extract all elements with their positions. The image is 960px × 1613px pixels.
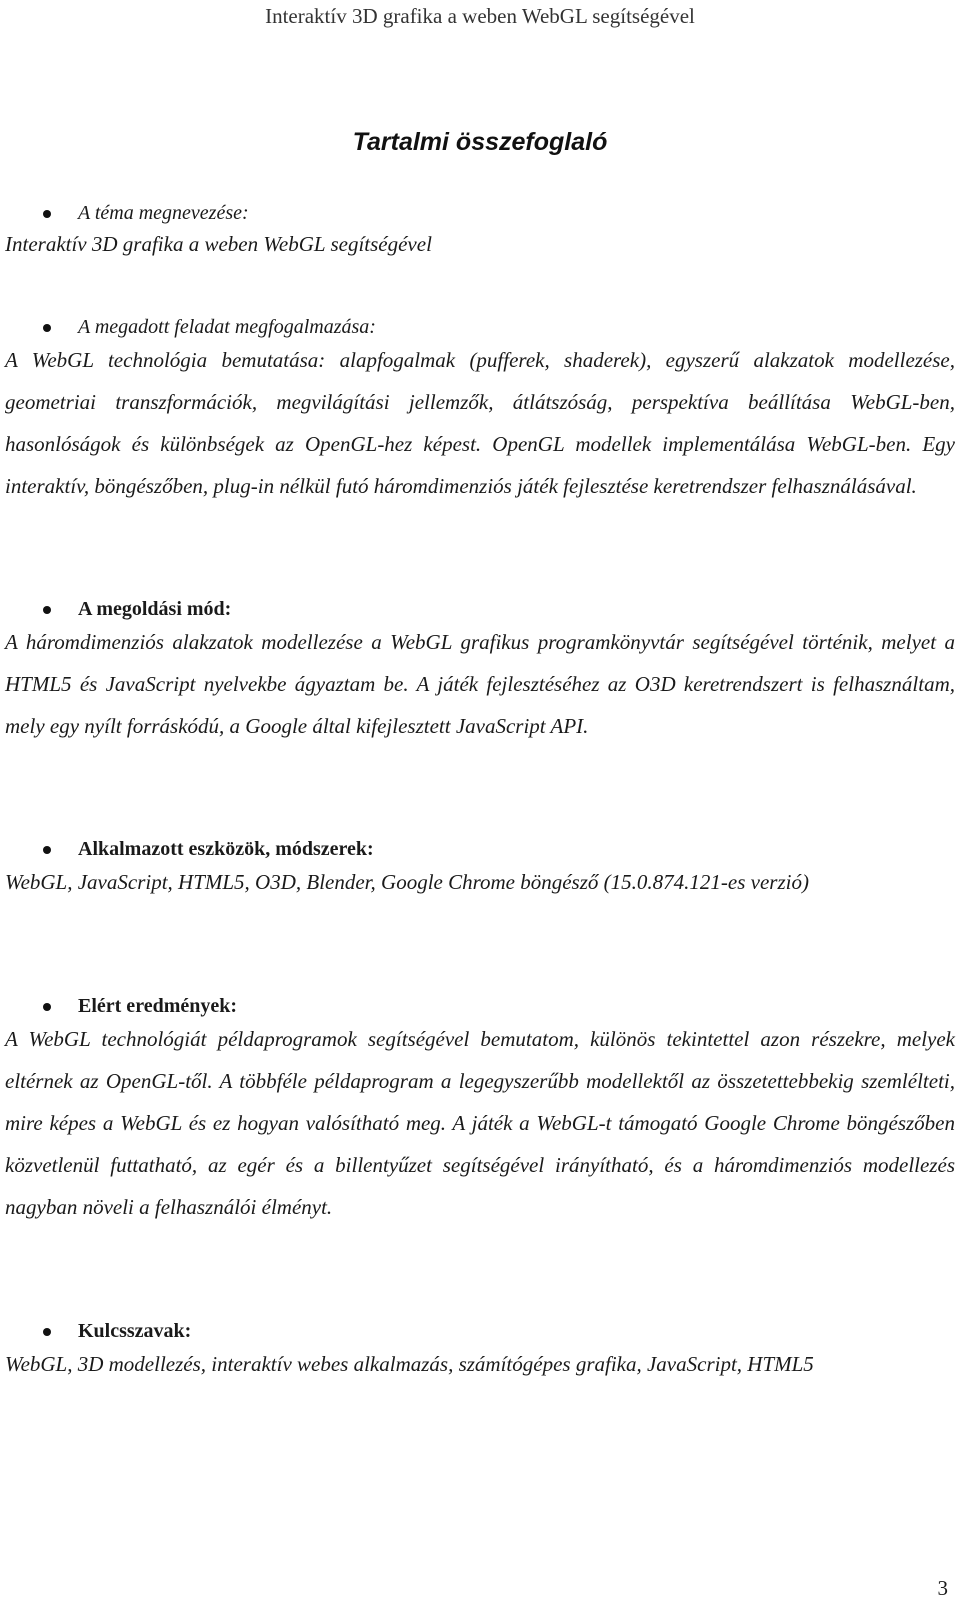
bullet-icon (43, 1003, 51, 1011)
bullet-icon (43, 1328, 51, 1336)
section-body: WebGL, JavaScript, HTML5, O3D, Blender, Google Chrome böngésző (15.0.874.121-es verzió) (5, 870, 809, 894)
bullet-icon (43, 210, 51, 218)
bullet-icon (43, 846, 51, 854)
section-results (5, 991, 955, 1228)
section-heading: Elért eredmények: (78, 995, 238, 1017)
section-body: A háromdimenziós alakzatok modellezése a WebGL grafikus programkönyvtár segítségével történik, melyet a HTML5 és JavaScript nyelvekbe ágyaztam be. A játék fejlesztéséhez az O3D keretrendszert is felhasználtam, mely egy nyílt forráskódú, a Google által kifejlesztett JavaScript API. (5, 630, 955, 738)
section-heading-row (5, 312, 955, 342)
page-title: Tartalmi összefoglaló (352, 128, 608, 156)
section-body: Interaktív 3D grafika a weben WebGL segítségével (5, 232, 432, 256)
section-heading-row (5, 1316, 955, 1346)
section-heading: A megoldási mód: (78, 598, 232, 620)
section-heading: A téma megnevezése: (78, 202, 249, 224)
bullet-icon (43, 606, 51, 614)
section-heading: Kulcsszavak: (78, 1320, 192, 1342)
section-keywords (5, 1316, 955, 1385)
section-heading-row (5, 594, 955, 624)
section-task (5, 312, 955, 507)
section-heading: Alkalmazott eszközök, módszerek: (78, 838, 374, 860)
section-heading-row (5, 198, 955, 228)
section-solution (5, 594, 955, 747)
bullet-icon (43, 324, 51, 332)
section-body: A WebGL technológia bemutatása: alapfogalmak (pufferek, shaderek), egyszerű alakzatok modellezése, geometriai transzformációk, megvilágítási jellemzők, átlátszóság, perspektíva beállítása WebGL-ben, hasonlóságok és különbségek az OpenGL-hez képest. OpenGL modellek implementálása WebGL-ben. Egy interaktív, böngészőben, plug-in nélkül futó háromdimenziós játék fejlesztése keretrendszer felhasználásával. (5, 348, 955, 498)
section-tools (5, 834, 955, 903)
section-body: A WebGL technológiát példaprogramok segítségével bemutatom, különös tekintettel azon részekre, melyek eltérnek az OpenGL-től. A többféle példaprogram a legegyszerűbb modellektől az összetettebbekig szemlélteti, mire képes a WebGL és ez hogyan valósítható meg. A játék a WebGL-t támogató Google Chrome böngészőben közvetlenül futtatható, az egér és a billentyűzet segítségével irányítható, és a háromdimenziós modellezés nagyban növeli a felhasználói élményt. (5, 1027, 955, 1219)
section-heading: A megadott feladat megfogalmazása: (78, 316, 376, 338)
section-heading-row (5, 991, 955, 1021)
section-heading-row (5, 834, 955, 864)
section-body: WebGL, 3D modellezés, interaktív webes alkalmazás, számítógépes grafika, JavaScript, HTML5 (5, 1352, 814, 1376)
page-number: 3 (937, 1576, 948, 1600)
running-header: Interaktív 3D grafika a weben WebGL segítségével (265, 4, 695, 28)
section-topic (5, 198, 955, 260)
